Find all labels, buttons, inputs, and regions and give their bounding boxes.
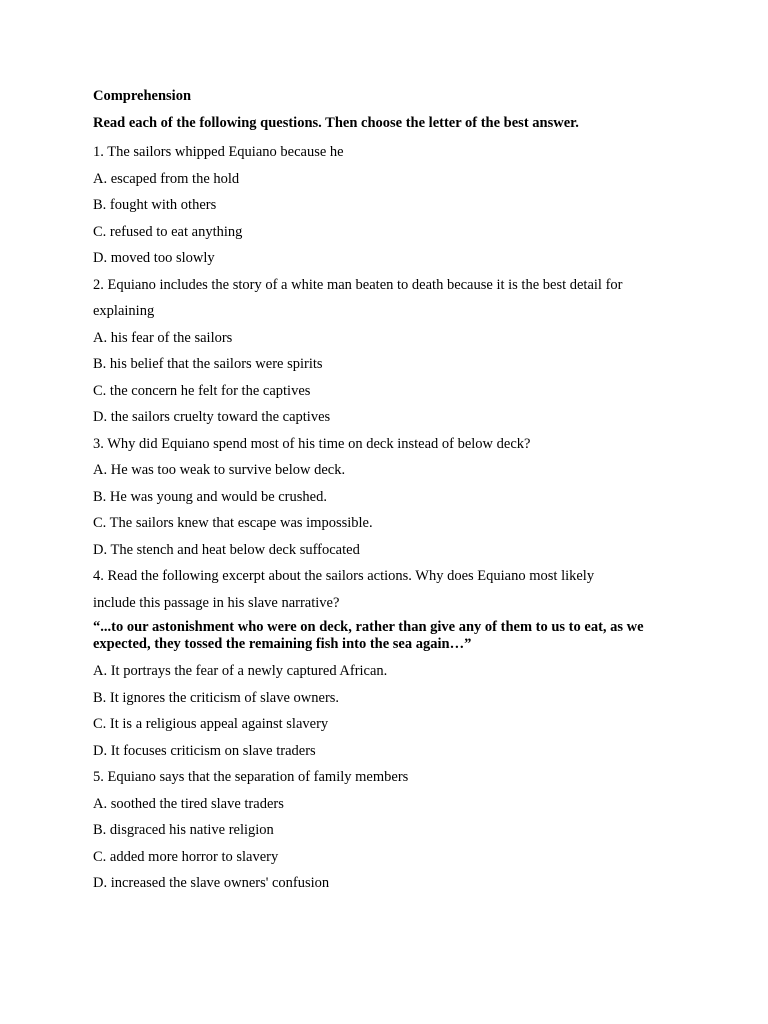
section-heading: Comprehension — [93, 88, 192, 104]
answer-option: B. He was young and would be crushed. — [93, 488, 327, 505]
answer-option: D. increased the slave owners' confusion — [93, 875, 330, 891]
answer-option: B. fought with others — [93, 197, 217, 213]
answer-option: C. the concern he felt for the captives — [93, 382, 311, 399]
answer-option: C. It is a religious appeal against slavery — [93, 716, 329, 732]
question-stem-line-2: include this passage in his slave narrative? — [93, 594, 340, 611]
answer-option: B. disgraced his native religion — [93, 822, 274, 838]
answer-option: C. added more horror to slavery — [93, 848, 279, 865]
question-5 — [93, 764, 673, 897]
question-2 — [93, 272, 673, 431]
answer-option: A. soothed the tired slave traders — [93, 795, 284, 812]
answer-option: A. It portrays the fear of a newly captured African. — [93, 663, 388, 679]
question-stem-line-2: explaining — [93, 303, 155, 319]
excerpt-quote: “...to our astonishment who were on deck, rather than give any of them to us to eat, as we expected, they tossed the remaining fish into the sea again…” — [93, 619, 644, 652]
answer-option: B. It ignores the criticism of slave owners. — [93, 689, 340, 706]
answer-option: D. the sailors cruelty toward the captives — [93, 409, 331, 425]
answer-option: A. escaped from the hold — [93, 170, 240, 187]
question-3 — [93, 431, 673, 564]
answer-option: C. refused to eat anything — [93, 223, 243, 240]
question-stem-line-1: 2. Equiano includes the story of a white man beaten to death because it is the best detail for — [93, 276, 623, 293]
question-stem: 3. Why did Equiano spend most of his time on deck instead of below deck? — [93, 435, 531, 452]
question-4 — [93, 563, 673, 764]
question-1 — [93, 139, 673, 272]
document-page — [93, 86, 673, 897]
question-stem: 1. The sailors whipped Equiano because he — [93, 144, 344, 160]
answer-option: B. his belief that the sailors were spirits — [93, 356, 323, 372]
question-stem-line-1: 4. Read the following excerpt about the sailors actions. Why does Equiano most likely — [93, 568, 595, 584]
answer-option: A. his fear of the sailors — [93, 329, 233, 346]
instructions: Read each of the following questions. Then choose the letter of the best answer. — [93, 115, 579, 131]
question-stem: 5. Equiano says that the separation of family members — [93, 769, 409, 785]
answer-option: A. He was too weak to survive below deck. — [93, 462, 346, 478]
answer-option: C. The sailors knew that escape was impossible. — [93, 515, 373, 531]
answer-option: D. The stench and heat below deck suffocated — [93, 541, 360, 558]
answer-option: D. It focuses criticism on slave traders — [93, 742, 316, 759]
answer-option: D. moved too slowly — [93, 250, 215, 266]
